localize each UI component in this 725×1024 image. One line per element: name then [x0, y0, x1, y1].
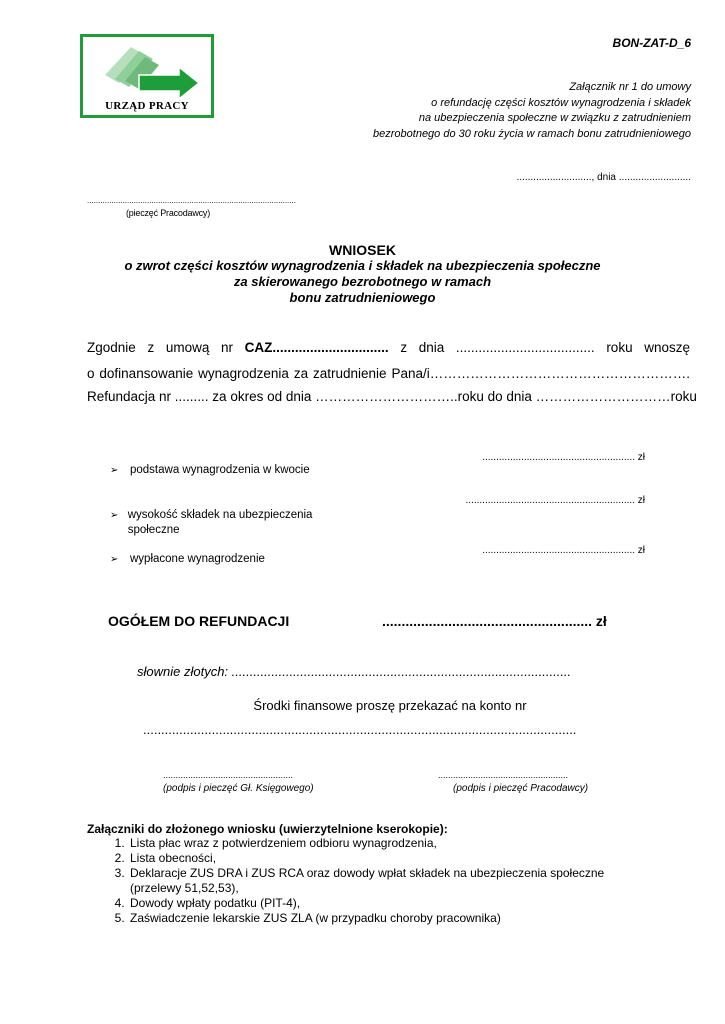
list-item: 1. Lista płac wraz z potwierdzeniem odbioru wynagrodzenia, [128, 836, 648, 851]
amount-field-contributions[interactable]: ............................................................. zł [465, 495, 645, 506]
arrow-bullet-icon: ➢ [110, 465, 119, 476]
annex-note [291, 80, 691, 142]
list-item: 2. Lista obecności, [128, 851, 648, 866]
bank-account-label: Środki finansowe proszę przekazać na konto nr [253, 698, 527, 713]
word: zatrudnienie [312, 366, 387, 381]
list-item: 3. Deklaracje ZUS DRA i ZUS RCA oraz dowody wpłat składek na ubezpieczenia społeczne (przelewy 51,52,53), [128, 866, 648, 896]
total-amount-field[interactable]: ...................................................... zł [382, 613, 607, 629]
employer-stamp-label: (pieczęć Pracodawcy) [126, 208, 211, 218]
item-label: wypłacone wynagrodzenie [130, 553, 265, 565]
amount-field-base[interactable]: ....................................................... zł [482, 452, 645, 463]
title-sub: o zwrot części kosztów wynagrodzenia i składek na ubezpieczenia społeczne [124, 258, 601, 273]
contract-number-field[interactable]: CAZ............................... [244, 340, 389, 355]
body-line-1 [87, 340, 690, 355]
list-item: 4. Dowody wpłaty podatku (PIT-4), [128, 896, 648, 911]
contract-date-field[interactable]: ..................................... [455, 340, 595, 355]
word: wnoszę [644, 340, 690, 355]
list-item [110, 508, 340, 538]
form-title [0, 242, 725, 306]
place-date-line: ..........................., dnia .......................... [516, 172, 691, 183]
list-item: 5. Zaświadczenie lekarskie ZUS ZLA (w przypadku choroby pracownika) [128, 911, 648, 926]
word: roku [606, 340, 633, 355]
title-sub: bonu zatrudnieniowego [289, 290, 436, 305]
word: dofinansowanie [99, 366, 194, 381]
signature-label-accountant: (podpis i pieczęć Gł. Księgowego) [163, 783, 314, 794]
word: za [293, 366, 309, 381]
arrow-bullet-icon: ➢ [110, 554, 119, 565]
signature-label-employer: (podpis i pieczęć Pracodawcy) [453, 783, 589, 794]
office-logo [80, 34, 214, 118]
annex-line: na ubezpieczenia społeczne w związku z zatrudnieniem [418, 112, 691, 124]
employer-stamp-line: .............................................................................................. [87, 196, 296, 205]
attachments-title: Załączniki do złożonego wniosku (uwierzytelnione kserokopie): [87, 822, 448, 836]
item-label: wysokość składek na ubezpieczenia społeczne [127, 509, 313, 536]
annex-line: bezrobotnego do 30 roku życia w ramach bonu zatrudnieniowego [373, 127, 691, 140]
signature-line-employer[interactable]: .................................................... [438, 770, 569, 780]
annex-line: Załącznik nr 1 do umowy [569, 81, 691, 93]
word: umową [165, 340, 210, 355]
word: wynagrodzenia [198, 366, 289, 381]
total-label: OGÓŁEM DO REFUNDACJI [108, 613, 290, 629]
word: nr [221, 340, 234, 355]
word: dnia [418, 340, 445, 355]
arrow-bullet-icon: ➢ [110, 510, 119, 521]
refund-period-line[interactable]: Refundacja nr ......... za okres od dnia …………………………..roku do dnia …………………………roku [87, 389, 697, 404]
signature-line-accountant[interactable]: .................................................... [163, 770, 294, 780]
title-main: WNIOSEK [329, 242, 396, 258]
employee-name-field[interactable]: Pana/i…………………………………………………. [391, 366, 690, 381]
word: o [87, 366, 95, 381]
arrow-logo-icon [83, 39, 211, 99]
amount-in-words-field[interactable]: słownie złotych: .............................................................................................. [137, 664, 572, 679]
word: Zgodnie [87, 340, 136, 355]
bank-account-field[interactable]: ........................................................................................................................ [143, 722, 577, 737]
logo-text: URZĄD PRACY [105, 100, 189, 112]
word: z [400, 340, 408, 355]
annex-line: o refundację części kosztów wynagrodzenia i składek [431, 96, 691, 109]
document-code: BON-ZAT-D_6 [612, 36, 691, 50]
list-item [110, 463, 340, 478]
item-label: podstawa wynagrodzenia w kwocie [130, 464, 310, 476]
attachments-list [106, 836, 648, 926]
word: z [147, 340, 155, 355]
list-item [110, 552, 340, 567]
amount-field-paid[interactable]: ....................................................... zł [482, 545, 645, 556]
body-line-2 [87, 366, 690, 381]
title-sub: za skierowanego bezrobotnego w ramach [233, 274, 492, 289]
